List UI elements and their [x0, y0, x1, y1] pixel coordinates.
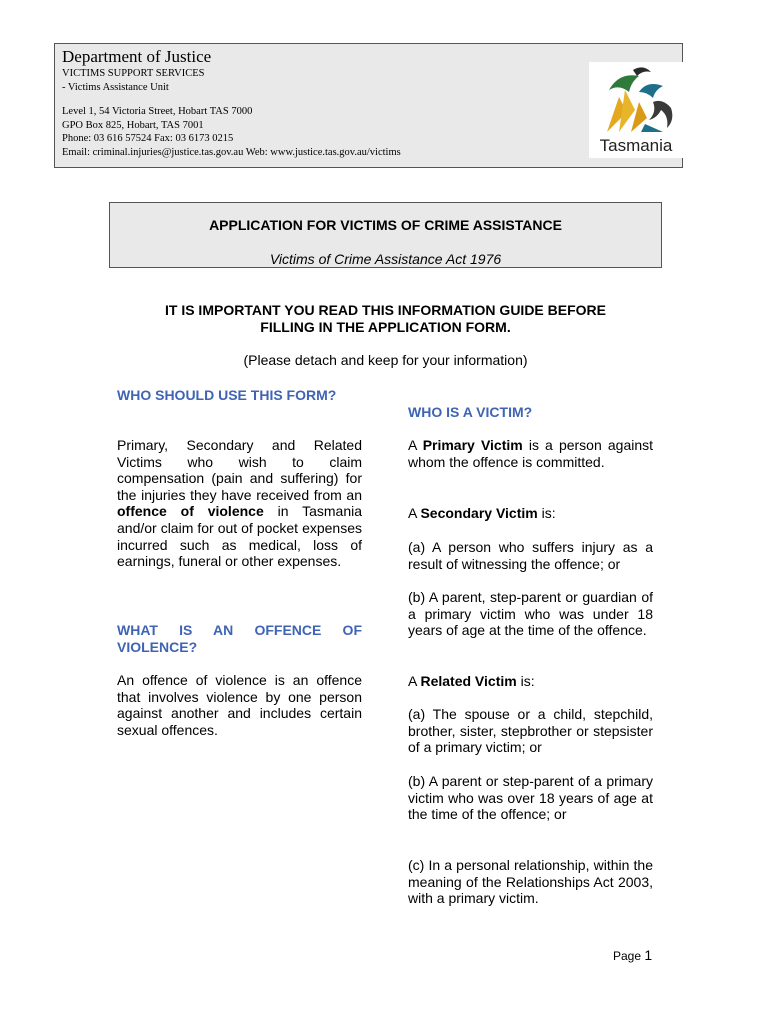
primary-a: A	[408, 437, 423, 453]
related-item-b: (b) A parent or step-parent of a primary victim who was over 18 years of age at the time of the offence; or	[408, 773, 653, 823]
related-item-c: (c) In a personal relationship, within the meaning of the Relationships Act 2003, with a primary victim.	[408, 857, 653, 907]
who-text-before: Primary, Secondary and Related Victims who wish to claim compensation (pain and suffering) for the injuries they have received from an	[117, 437, 362, 503]
detach-note: (Please detach and keep for your information)	[243, 352, 528, 368]
secondary-victim-text	[408, 505, 653, 522]
form-title-box	[109, 202, 662, 268]
phone-fax: Phone: 03 616 57524 Fax: 03 6173 0215	[62, 133, 234, 144]
offence-heading: WHAT IS AN OFFENCE OF VIOLENCE?	[117, 622, 362, 655]
secondary-item-a: (a) A person who suffers injury as a result of witnessing the offence; or	[408, 539, 653, 572]
act-subtitle: Victims of Crime Assistance Act 1976	[269, 251, 502, 267]
related-victim-text	[408, 673, 653, 690]
secondary-victim-term: Secondary Victim	[420, 505, 538, 521]
important-notice	[118, 302, 653, 336]
who-should-use-heading: WHO SHOULD USE THIS FORM?	[117, 387, 337, 403]
secondary-rest: is:	[537, 505, 556, 521]
logo-wordmark: Tasmania	[599, 136, 673, 155]
primary-rest: is a person against whom the offence is committed.	[408, 437, 654, 470]
notice-line-1: IT IS IMPORTANT YOU READ THIS INFORMATION GUIDE BEFORE	[164, 302, 606, 318]
primary-victim-text	[408, 437, 653, 470]
offence-text: An offence of violence is an offence that involves violence by one person against another and includes certain sexual offences.	[117, 672, 362, 738]
page-number	[613, 947, 652, 963]
notice-line-2: FILLING IN THE APPLICATION FORM.	[260, 319, 511, 335]
primary-victim-term: Primary Victim	[422, 437, 523, 453]
secondary-a: A	[408, 505, 421, 521]
form-title: APPLICATION FOR VICTIMS OF CRIME ASSISTANCE	[209, 217, 562, 233]
secondary-item-b: (b) A parent, step-parent or guardian of a primary victim who was under 18 years of age at the time of the offence.	[408, 589, 653, 639]
unit-name: - Victims Assistance Unit	[62, 81, 169, 93]
related-a: A	[408, 673, 421, 689]
who-text-bold: offence of violence	[117, 503, 264, 520]
related-rest: is:	[516, 673, 535, 689]
page-label: Page	[613, 949, 642, 963]
tasmania-logo	[589, 62, 683, 158]
email-web: Email: criminal.injuries@justice.tas.gov.au Web: www.justice.tas.gov.au/victims	[62, 146, 401, 158]
page-number-value: 1	[644, 947, 653, 963]
po-box: GPO Box 825, Hobart, TAS 7001	[62, 119, 204, 131]
header-box	[54, 43, 683, 168]
who-is-victim-heading: WHO IS A VICTIM?	[408, 404, 533, 420]
related-victim-term: Related Victim	[420, 673, 517, 689]
contact-details	[62, 47, 401, 159]
street-address: Level 1, 54 Victoria Street, Hobart TAS 7000	[62, 106, 253, 117]
service-name: VICTIMS SUPPORT SERVICES	[62, 68, 205, 79]
department-name: Department of Justice	[62, 47, 212, 66]
who-text-after: in Tasmania and/or claim for out of pocket expenses incurred such as medical, loss of earnings, funeral or other expenses.	[117, 503, 362, 570]
who-should-use-text	[117, 437, 362, 570]
related-item-a: (a) The spouse or a child, stepchild, brother, sister, stepbrother or stepsister of a primary victim; or	[408, 706, 653, 756]
tasmania-emblem-icon	[589, 62, 683, 136]
